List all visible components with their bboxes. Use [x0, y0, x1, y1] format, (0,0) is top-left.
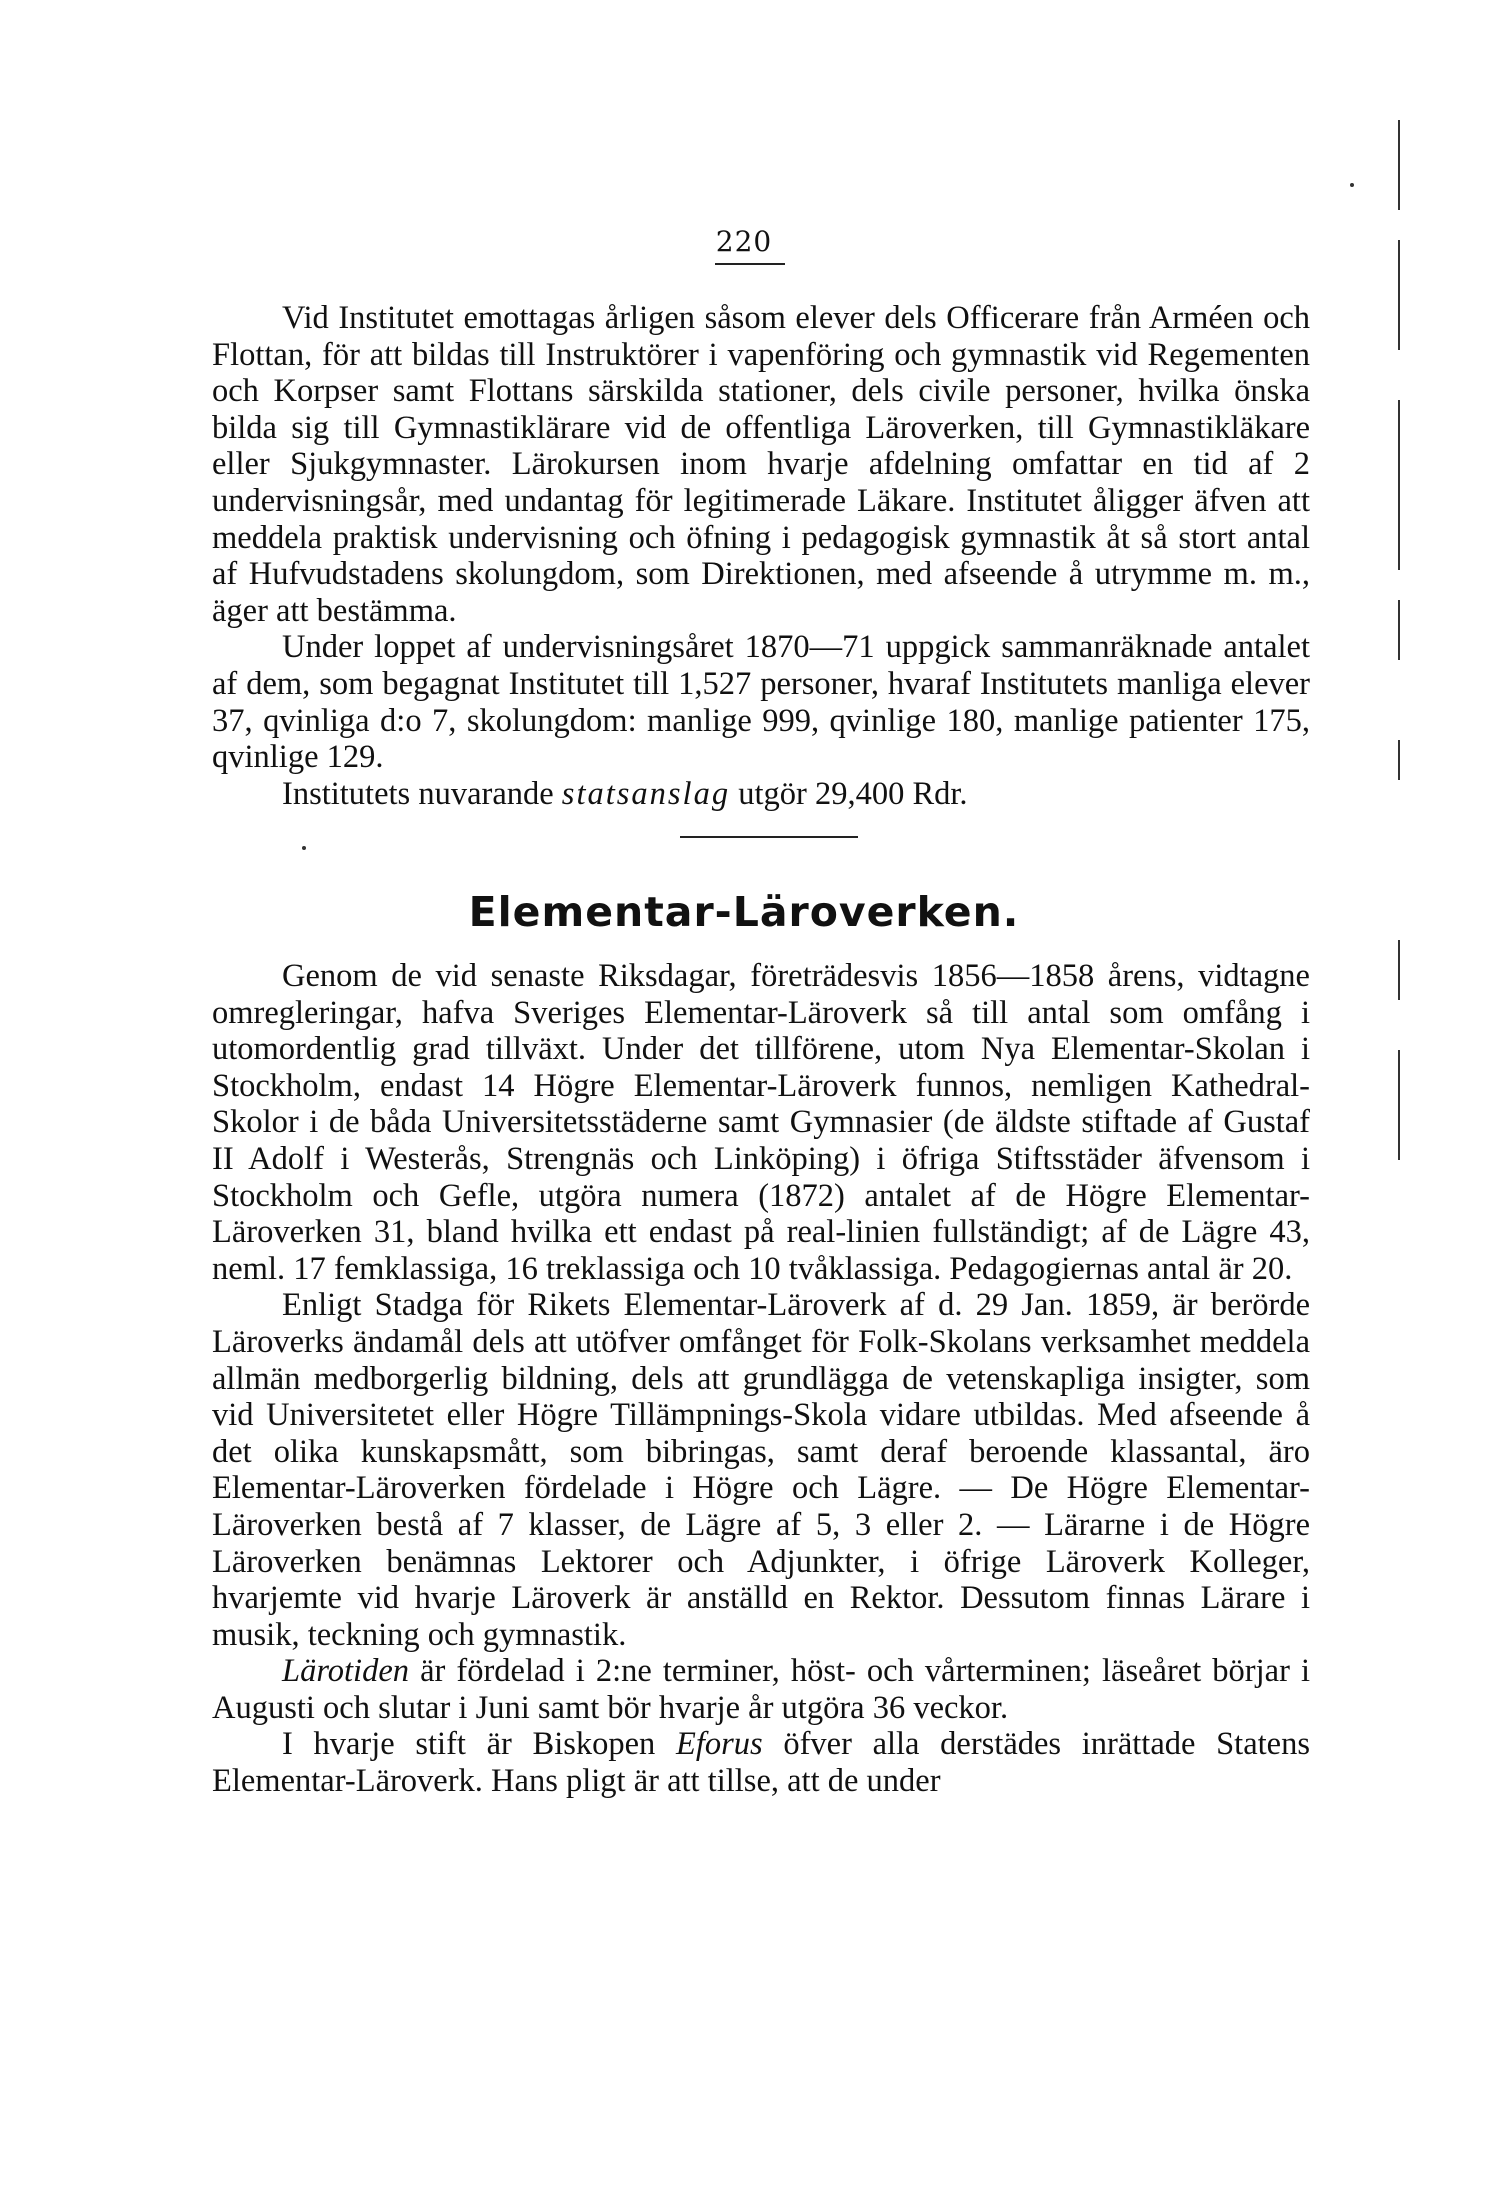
paragraph-statsanslag — [212, 776, 1310, 813]
page-number: 220 — [715, 225, 773, 258]
eforus-text: öfver alla derstädes inrättade Statens Elementar-Läroverk. Hans pligt är att tillse, att de under — [212, 1726, 1310, 1800]
scan-edge-mark — [1398, 400, 1400, 570]
eforus-lead: I hvarje stift är Biskopen — [282, 1726, 676, 1763]
scan-speck — [1350, 183, 1354, 187]
scan-edge-marks — [1398, 120, 1402, 1120]
scan-edge-mark — [1398, 740, 1400, 780]
institute-text-block — [212, 300, 1310, 812]
section-heading: Elementar-Läroverken. — [468, 888, 1020, 936]
statsanslag-term: statsanslag — [561, 775, 731, 812]
eforus-term: Eforus — [675, 1726, 763, 1763]
scan-edge-mark — [1398, 1050, 1400, 1160]
paragraph-institute-statistics: Under loppet af undervisningsåret 1870—71 uppgick sammanräknade antalet af dem, som begagnat Institutet till 1,527 personer, hvaraf Institutets manliga elever 37, qvinliga d:o 7, skolungdom: manlige 999, qvinlige 180, manlige patienter 175, qvinlige 129. — [212, 629, 1310, 776]
paragraph-omregleringar: Genom de vid senaste Riksdagar, företrädesvis 1856—1858 årens, vidtagne omregleringar, hafva Sveriges Elementar-Läroverk så till antal som omfång i utomordentlig grad tillväxt. Under det tillförene, utom Nya Elementar-Skolan i Stockholm, endast 14 Högre Elementar-Läroverk funnos, nemligen Kathedral-Skolor i de båda Universitetsstäderne samt Gymnasier (de äldste stiftade af Gustaf II Adolf i Westerås, Strengnäs och Linköping) i öfriga Stiftsstäder äfvensom i Stockholm och Gefle, utgöra numera (1872) antalet af de Högre Elementar-Läroverken 31, bland hvilka ett endast på real-linien fullständigt; af de Lägre 43, neml. 17 femklassiga, 16 treklassiga och 10 tvåklassiga. Pedagogiernas antal är 20. — [212, 958, 1310, 1287]
scan-speck — [302, 846, 306, 850]
section-divider-rule — [680, 836, 858, 838]
larotiden-text: är fördelad i 2:ne terminer, höst- och vårterminen; läseåret börjar i Augusti och slutar i Juni samt bör hvarje år utgöra 36 veckor. — [212, 1653, 1310, 1726]
scan-edge-mark — [1398, 600, 1400, 660]
larotiden-term: Lärotiden — [282, 1653, 410, 1690]
statsanslag-amount: utgör 29,400 Rdr. — [730, 775, 968, 812]
page-number-rule — [715, 263, 785, 265]
scan-edge-mark — [1398, 240, 1400, 350]
paragraph-stadga: Enligt Stadga för Rikets Elementar-Läroverk af d. 29 Jan. 1859, är berörde Läroverks ändamål dels att utöfver omfånget för Folk-Skolans verksamhet meddela allmän medborgerlig bildning, dels att grundlägga de vetenskapliga insigter, som vid Universitetet eller Högre Tillämpnings-Skola vidare utbildas. Med afseende å det olika kunskapsmått, som bibringas, samt deraf beroende klassantal, äro Elementar-Läroverken fördelade i Högre och Lägre. — De Högre Elementar-Läroverken bestå af 7 klasser, de Lägre af 5, 3 eller 2. — Lärarne i de Högre Läroverken benämnas Lektorer och Adjunkter, i öfrige Läroverk Kolleger, hvarjemte vid hvarje Läroverk är anställd en Rektor. Dessutom finnas Lärare i musik, teckning och gymnastik. — [212, 1287, 1310, 1653]
statsanslag-lead: Institutets nuvarande — [282, 775, 562, 812]
scan-edge-mark — [1398, 940, 1400, 1000]
paragraph-larotiden — [212, 1653, 1310, 1726]
scan-edge-mark — [1398, 120, 1400, 210]
elementar-text-block — [212, 958, 1310, 1800]
paragraph-eforus — [212, 1726, 1310, 1799]
paragraph-institute-students: Vid Institutet emottagas årligen såsom elever dels Officerare från Arméen och Flottan, för att bildas till Instruktörer i vapenföring och gymnastik vid Regementen och Korpser samt Flottans särskilda stationer, dels civile personer, hvilka önska bilda sig till Gymnastiklärare vid de offentliga Läroverken, till Gymnastikläkare eller Sjukgymnaster. Lärokursen inom hvarje afdelning omfattar en tid af 2 undervisningsår, med undantag för legitimerade Läkare. Institutet åligger äfven att meddela praktisk undervisning och öfning i pedagogisk gymnastik åt så stort antal af Hufvudstadens skolungdom, som Direktionen, med afseende å utrymme m. m., äger att bestämma. — [212, 300, 1310, 629]
